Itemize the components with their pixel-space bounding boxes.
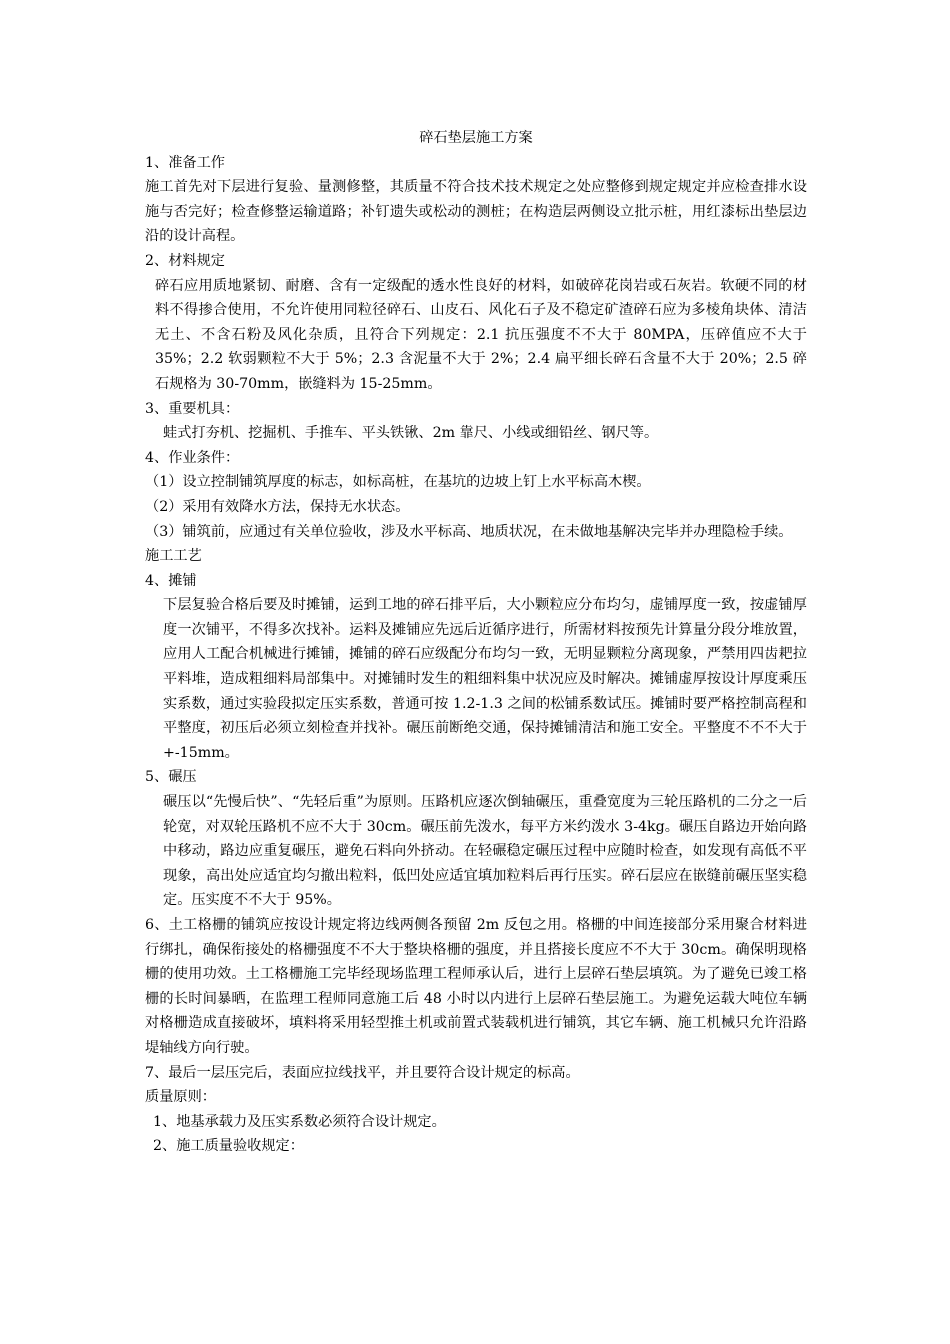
section-heading-equipment: 3、重要机具： bbox=[145, 400, 240, 417]
section-heading-compaction: 5、碾压 bbox=[145, 769, 197, 786]
section-heading-quality: 质量原则： bbox=[145, 1089, 216, 1106]
section-heading-conditions: 4、作业条件： bbox=[145, 449, 240, 466]
list-item-quality-1: 1、地基承载力及压实系数必须符合设计规定。 bbox=[153, 1113, 446, 1130]
section-heading-preparation: 1、准备工作 bbox=[145, 154, 225, 171]
paragraph-final-layer: 7、最后一层压完后，表面应拉线找平，并且要符合设计规定的标高。 bbox=[145, 1064, 580, 1081]
paragraph-geogrid: 6、土工格栅的铺筑应按设计规定将边线两侧各预留 2m 反包之用。格栅的中间连接部分采用聚合材料进行绑扎，确保衔接处的格栅强度不不大于整块格栅的强度，并且搭接长度应不不大于 30cm。确保明现格栅的使用功效。土工格栅施工完毕经现场监理工程师承认后，进行上层碎石垫层填筑。为了避免已竣工格栅的长时间暴晒，在监理工程师同意施工后 48 小时以内进行上层碎石垫层施工。为避免运载大吨位车辆对格栅造成直接破坏，填料将采用轻型推土机或前置式装载机进行铺筑，其它车辆、施工机械只允许沿路堤轴线方向行驶。 bbox=[145, 917, 807, 1056]
section-heading-process: 施工工艺 bbox=[145, 548, 202, 565]
paragraph-materials: 碎石应用质地紧韧、耐磨、含有一定级配的透水性良好的材料，如破碎花岗岩或石灰岩。软硬不同的材料不得掺合使用，不允许使用同粒径碎石、山皮石、风化石子及不稳定矿渣碎石应为多棱角块体、清洁无土、不含石粉及风化杂质，且符合下列规定：2.1 抗压强度不不大于 80MPA，压碎值应不大于 35%；2.2 软弱颗粒不大于 5%；2.3 含泥量不大于 2%；2.4 扁平细长碎石含量不大于 20%；2.5 碎石规格为 30-70mm，嵌缝料为 15-25mm。 bbox=[155, 277, 807, 392]
section-heading-spreading: 4、摊铺 bbox=[145, 572, 197, 589]
list-item-condition-3: （3）铺筑前，应通过有关单位验收，涉及水平标高、地质状况，在未做地基解决完毕并办理隐检手续。 bbox=[145, 523, 793, 540]
paragraph-preparation: 施工首先对下层进行复验、量测修整，其质量不符合技术技术规定之处应整修到规定规定并应检查排水设施与否完好；检查修整运输道路；补钉遗失或松动的测桩；在构造层两侧设立批示桩，用红漆标出垫层边沿的设计高程。 bbox=[145, 179, 807, 245]
paragraph-equipment: 蛙式打夯机、挖掘机、手推车、平头铁锹、2m 靠尺、小线或细铅丝、钢尺等。 bbox=[163, 425, 659, 442]
paragraph-compaction: 碾压以“先慢后快”、“先轻后重”为原则。压路机应逐次倒轴碾压，重叠宽度为三轮压路机的二分之一后轮宽，对双轮压路机不应不大于 30cm。碾压前先泼水，每平方米约泼水 3-4kg。碾压自路边开始向路中移动，路边应重复碾压，避免石料向外挤动。在轻碾稳定碾压过程中应随时检查，如发现有高低不平现象，高出处应适宜均匀撤出粒料，低凹处应适宜填加粒料后再行压实。碎石层应在嵌缝前碾压坚实稳定。压实度不不大于 95%。 bbox=[163, 794, 807, 909]
document-title: 碎石垫层施工方案 bbox=[419, 130, 533, 146]
document-page bbox=[145, 126, 807, 1159]
list-item-condition-1: （1）设立控制铺筑厚度的标志，如标高桩，在基坑的边坡上钉上水平标高木楔。 bbox=[145, 474, 651, 491]
list-item-condition-2: （2）采用有效降水方法，保持无水状态。 bbox=[145, 498, 410, 515]
paragraph-spreading: 下层复验合格后要及时摊铺，运到工地的碎石排平后，大小颗粒应分布均匀，虚铺厚度一致，按虚铺厚度一次铺平，不得多次找补。运料及摊铺应先远后近循序进行，所需材料按预先计算量分段分堆放置，应用人工配合机械进行摊铺，摊铺的碎石应级配分布均匀一致，无明显颗粒分离现象，严禁用四齿耙拉平料堆，造成粗细料局部集中。对摊铺时发生的粗细料集中状况应及时解决。摊铺虚厚按设计厚度乘压实系数，通过实验段拟定压实系数，普通可按 1.2-1.3 之间的松铺系数试压。摊铺时要严格控制高程和平整度，初压后必须立刻检查并找补。碾压前断绝交通，保持摊铺清洁和施工安全。平整度不不不大于 +-15mm。 bbox=[163, 597, 807, 761]
list-item-quality-2: 2、施工质量验收规定： bbox=[153, 1138, 304, 1155]
section-heading-materials: 2、材料规定 bbox=[145, 252, 225, 269]
